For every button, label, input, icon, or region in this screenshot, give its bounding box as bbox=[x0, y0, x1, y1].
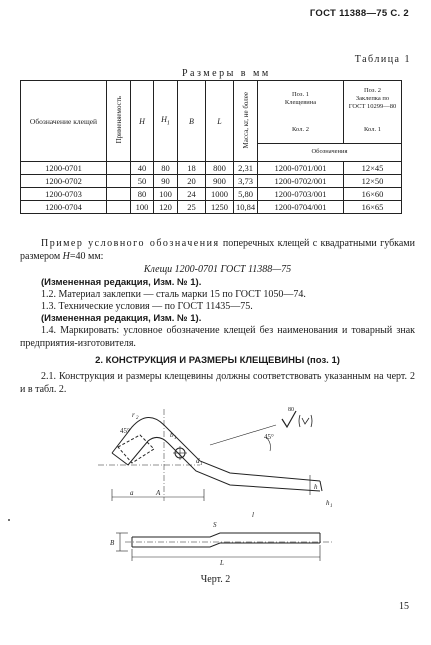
svg-text:1: 1 bbox=[174, 436, 177, 441]
cell-applicability bbox=[107, 162, 131, 175]
cell-mass: 3,73 bbox=[234, 175, 258, 188]
cell-mass: 2,31 bbox=[234, 162, 258, 175]
cell-B: 20 bbox=[178, 175, 206, 188]
table-label: Таблица 1 bbox=[354, 54, 411, 65]
cell-designation: 1200-0701 bbox=[21, 162, 107, 175]
cell-designation: 1200-0703 bbox=[21, 188, 107, 201]
paragraph-1-3: 1.3. Технические условия — по ГОСТ 11435—75. bbox=[41, 301, 253, 312]
page-header: ГОСТ 11388—75 С. 2 bbox=[309, 8, 409, 19]
header-designations: Обозначения bbox=[258, 143, 402, 161]
table-row bbox=[21, 188, 402, 201]
cell-H: 100 bbox=[131, 201, 154, 214]
svg-text:1: 1 bbox=[330, 504, 333, 509]
example-paragraph: Пример условного обозначения поперечных клещей с квадратными губками размером H=40 мм: bbox=[20, 238, 415, 262]
example-designation: Клещи 1200-0701 ГОСТ 11388—75 bbox=[143, 264, 292, 275]
cell-H1: 80 bbox=[154, 162, 178, 175]
table-row bbox=[21, 201, 402, 214]
label-b1: b bbox=[170, 431, 174, 439]
svg-text:2: 2 bbox=[136, 416, 139, 421]
cell-applicability bbox=[107, 175, 131, 188]
cell-L: 900 bbox=[206, 175, 234, 188]
cell-pos2: 16×60 bbox=[344, 188, 402, 201]
cell-pos1: 1200-0702/001 bbox=[258, 175, 344, 188]
cell-H: 80 bbox=[131, 188, 154, 201]
cell-L: 800 bbox=[206, 162, 234, 175]
table-row bbox=[21, 162, 402, 175]
svg-text:1: 1 bbox=[200, 462, 203, 467]
cell-designation: 1200-0702 bbox=[21, 175, 107, 188]
page-number: 15 bbox=[399, 601, 409, 612]
cell-applicability bbox=[107, 201, 131, 214]
cell-pos1: 1200-0701/001 bbox=[258, 162, 344, 175]
cell-mass: 10,84 bbox=[234, 201, 258, 214]
roughness-icon bbox=[299, 415, 312, 427]
header-pos1-count: Кол. 2 bbox=[258, 118, 344, 143]
header-pos2-count: Кол. 1 bbox=[344, 118, 402, 143]
label-s: S bbox=[213, 521, 217, 529]
cell-applicability bbox=[107, 188, 131, 201]
edit-note-1: (Измененная редакция, Изм. № 1). bbox=[41, 277, 202, 288]
cell-H1: 120 bbox=[154, 201, 178, 214]
header-H: H bbox=[131, 81, 154, 162]
label-B: B bbox=[110, 539, 115, 547]
cell-L: 1250 bbox=[206, 201, 234, 214]
cell-pos2: 12×50 bbox=[344, 175, 402, 188]
table-row bbox=[21, 175, 402, 188]
cell-H1: 90 bbox=[154, 175, 178, 188]
cell-H: 40 bbox=[131, 162, 154, 175]
cell-B: 24 bbox=[178, 188, 206, 201]
label-roughness: 80 bbox=[288, 407, 294, 413]
label-l: l bbox=[252, 511, 254, 519]
label-h: h bbox=[314, 483, 318, 491]
figure-caption: Черт. 2 bbox=[200, 574, 231, 585]
cell-designation: 1200-0704 bbox=[21, 201, 107, 214]
cell-pos1: 1200-0704/001 bbox=[258, 201, 344, 214]
paragraph-1-4: 1.4. Маркировать: условное обозначение клещей без наименования и товарный знак предприятия-изготовителя. bbox=[20, 325, 415, 349]
paragraph-1-2: 1.2. Материал заклепки — сталь марки 15 по ГОСТ 1050—74. bbox=[41, 289, 306, 300]
label-h1: h bbox=[326, 499, 330, 507]
header-designation: Обозначение клещей bbox=[21, 81, 107, 162]
cell-B: 25 bbox=[178, 201, 206, 214]
label-d1: d bbox=[196, 457, 200, 465]
cell-H: 50 bbox=[131, 175, 154, 188]
header-pos2: Поз. 2 Заклепка по ГОСТ 10299—80 bbox=[344, 81, 402, 118]
label-a: a bbox=[130, 489, 134, 497]
spec-table bbox=[20, 80, 402, 214]
cell-pos2: 16×65 bbox=[344, 201, 402, 214]
cell-pos1: 1200-0703/001 bbox=[258, 188, 344, 201]
header-B: B bbox=[178, 81, 206, 162]
cell-B: 18 bbox=[178, 162, 206, 175]
cell-pos2: 12×45 bbox=[344, 162, 402, 175]
cell-H1: 100 bbox=[154, 188, 178, 201]
header-pos1: Поз. 1 Клещевина bbox=[258, 81, 344, 118]
edit-note-2: (Измененная редакция, Изм. № 1). bbox=[41, 313, 202, 324]
sizes-label: Размеры в мм bbox=[182, 68, 271, 79]
label-angle-1: 45° bbox=[120, 427, 130, 435]
paragraph-2-1: 2.1. Конструкция и размеры клещевины должны соответствовать указанным на черт. 2 и в табл. 2. bbox=[20, 371, 415, 395]
label-r2: r bbox=[132, 411, 135, 419]
label-angle-2: 45° bbox=[264, 433, 274, 441]
label-A: A bbox=[156, 489, 161, 497]
header-H1: $H_1$ bbox=[154, 81, 178, 162]
cell-mass: 5,80 bbox=[234, 188, 258, 201]
header-applicability: Применяемость bbox=[107, 81, 131, 162]
header-mass: Масса, кг, не более bbox=[234, 81, 258, 162]
header-L: L bbox=[206, 81, 234, 162]
cell-L: 1000 bbox=[206, 188, 234, 201]
label-L: L bbox=[220, 559, 224, 567]
drawing-figure-2 bbox=[70, 405, 370, 567]
section-title: 2. КОНСТРУКЦИЯ И РАЗМЕРЫ КЛЕЩЕВИНЫ (поз. 1) bbox=[95, 355, 340, 366]
scan-speck bbox=[8, 519, 10, 521]
